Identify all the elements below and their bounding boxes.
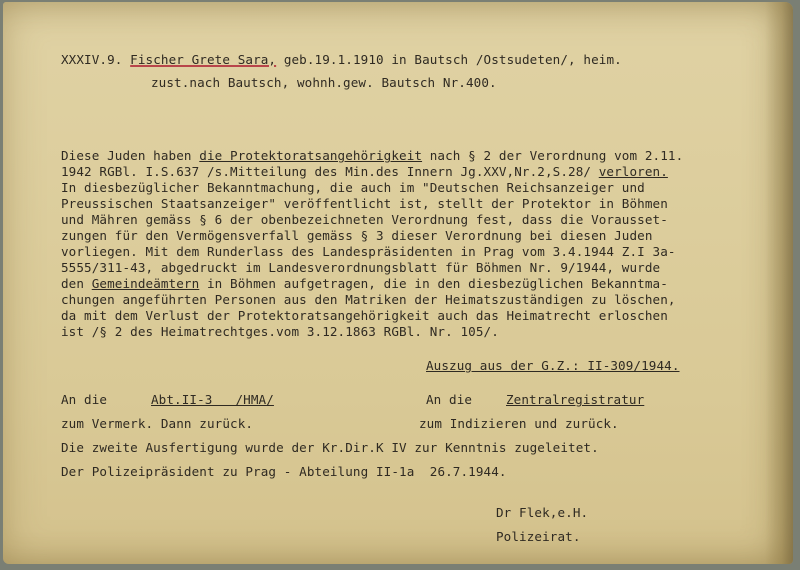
underlined-term: die Protektoratsangehörigkeit <box>199 148 423 163</box>
issuing-authority: Der Polizeipräsident zu Prag - Abteilung II-1a 26.7.1944. <box>61 464 507 479</box>
routing-right-label: An die <box>426 392 473 407</box>
body-line-11: da mit dem Verlust der Protektoratsangehörigkeit auch das Heimatrecht erloschen <box>61 308 668 323</box>
routing-left-label: An die <box>61 392 108 407</box>
body-line-10: chungen angeführten Personen aus den Matriken der Heimatszuständigen zu löschen, <box>61 292 676 307</box>
body-line-5: und Mähren gemäss § 6 der obenbezeichneten Verordnung fest, dass die Vorausset- <box>61 212 668 227</box>
header-line-2: zust.nach Bautsch, wohnh.gew. Bautsch Nr.400. <box>151 75 497 90</box>
body-line-7: vorliegen. Mit dem Runderlass des Landespräsidenten in Prag vom 3.4.1944 Z.I 3a- <box>61 244 676 259</box>
underlined-gemeindeaemtern: Gemeindeämtern <box>91 276 200 291</box>
body-line-8: 5555/311-43, abgedruckt im Landesverordnungsblatt für Böhmen Nr. 9/1944, wurde <box>61 260 661 275</box>
body-line-2: 1942 RGBl. I.S.637 /s.Mitteilung des Min.des Innern Jg.XXV,Nr.2,S.28/ verloren. <box>61 164 668 179</box>
person-name: Fischer Grete Sara, <box>130 52 277 67</box>
routing-right-note: zum Indizieren und zurück. <box>419 416 619 431</box>
routing-left-note: zum Vermerk. Dann zurück. <box>61 416 254 431</box>
birth-details: geb.19.1.1910 in Bautsch /Ostsudeten/, heim. <box>283 52 622 67</box>
extract-reference: Auszug aus der G.Z.: II-309/1944. <box>426 358 680 373</box>
body-line-9: den Gemeindeämtern in Böhmen aufgetragen, die in den diesbezüglichen Bekanntma- <box>61 276 668 291</box>
routing-right-department: Zentralregistratur <box>506 392 645 407</box>
paper-edge-shadow <box>765 2 793 564</box>
document-date: 26.7.1944. <box>429 464 507 479</box>
copy-note: Die zweite Ausfertigung wurde der Kr.Dir.K IV zur Kenntnis zugeleitet. <box>61 440 599 455</box>
document-card <box>3 2 793 564</box>
body-line-3: In diesbezüglicher Bekanntmachung, die auch im "Deutschen Reichsanzeiger und <box>61 180 645 195</box>
body-line-12: ist /§ 2 des Heimatrechtges.vom 3.12.1863 RGBl. Nr. 105/. <box>61 324 499 339</box>
file-reference: XXXIV.9. <box>61 52 123 67</box>
signature-name: Dr Flek,e.H. <box>496 505 589 520</box>
body-line-4: Preussischen Staatsanzeiger" veröffentlicht ist, stellt der Protektor in Böhmen <box>61 196 668 211</box>
body-line-6: zungen für den Vermögensverfall gemäss § 3 dieser Verordnung bei diesen Juden <box>61 228 653 243</box>
signature-title: Polizeirat. <box>496 529 581 544</box>
body-line-1: Diese Juden haben die Protektoratsangehörigkeit nach § 2 der Verordnung vom 2.11. <box>61 148 684 163</box>
routing-left-department: Abt.II-3 /HMA/ <box>151 392 274 407</box>
underlined-verloren: verloren. <box>598 164 668 179</box>
header-line-1 <box>61 52 622 68</box>
